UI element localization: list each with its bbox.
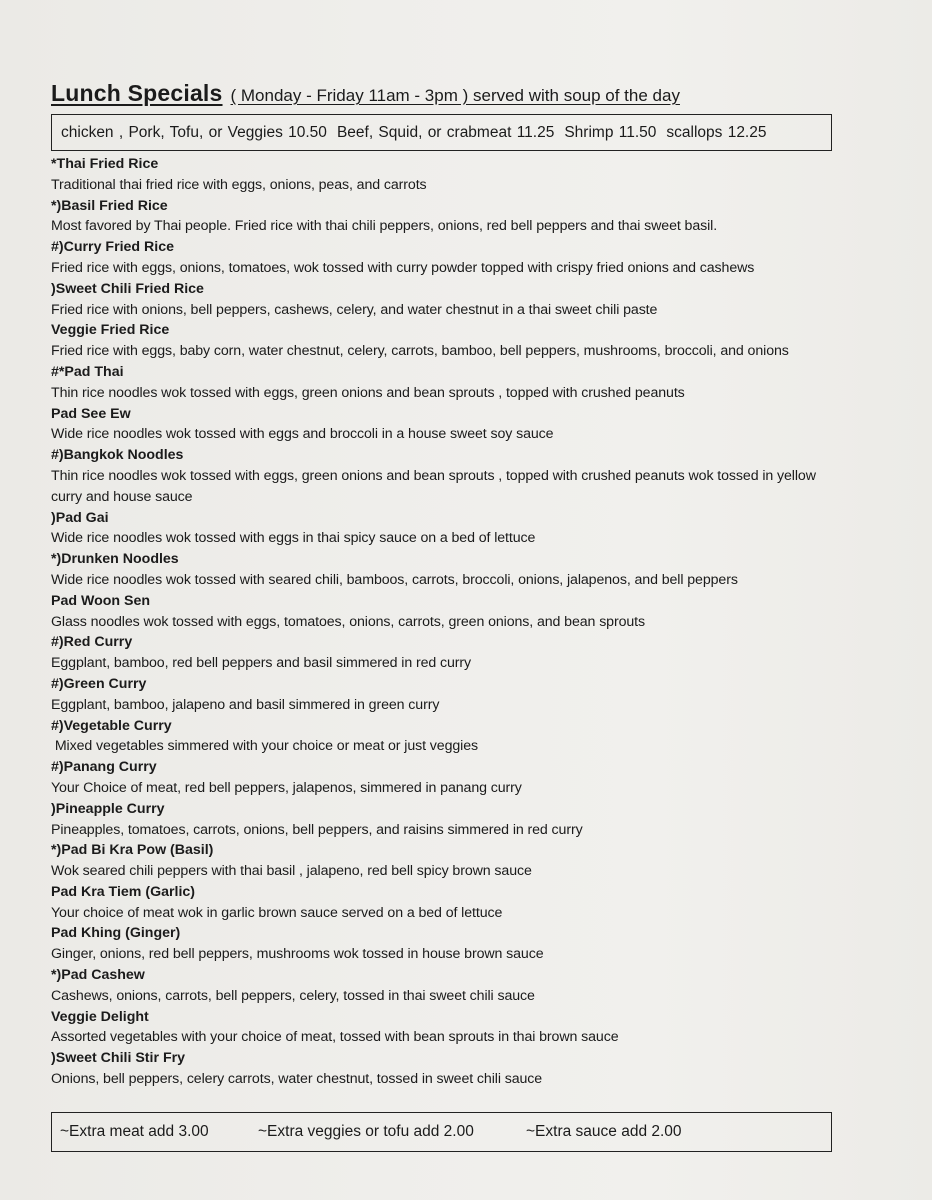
page-subtitle: ( Monday - Friday 11am - 3pm ) served with soup of the day (230, 86, 680, 105)
menu-item-description: Fried rice with eggs, onions, tomatoes, wok tossed with curry powder topped with crispy fried onions and cashews (51, 259, 755, 276)
menu-item (51, 674, 841, 716)
price-tier: scallops 12.25 (666, 123, 767, 141)
menu-item-name: Veggie Delight (51, 1008, 149, 1025)
menu-item (51, 154, 841, 196)
menu-item-description: Eggplant, bamboo, red bell peppers and basil simmered in red curry (51, 655, 472, 672)
menu-item (51, 882, 841, 924)
menu-item (51, 840, 841, 882)
menu-item-description: Mixed vegetables simmered with your choice or meat or just veggies (51, 738, 478, 755)
menu-item-description: Wide rice noodles wok tossed with eggs and broccoli in a house sweet soy sauce (51, 426, 554, 443)
menu-item (51, 1048, 841, 1090)
menu-item-description: Cashews, onions, carrots, bell peppers, celery, tossed in thai sweet chili sauce (51, 987, 535, 1004)
menu-item-description: Onions, bell peppers, celery carrots, water chestnut, tossed in sweet chili sauce (51, 1071, 543, 1088)
menu-item (51, 632, 841, 674)
menu-item-name: #*Pad Thai (51, 363, 124, 380)
price-tier: Beef, Squid, or crabmeat 11.25 (336, 123, 555, 141)
menu-item-description: Fried rice with onions, bell peppers, cashews, celery, and water chestnut in a thai sweet chili paste (51, 301, 658, 318)
menu-item-name: *)Pad Cashew (51, 967, 145, 984)
menu-item (51, 320, 841, 362)
menu-item (51, 591, 841, 633)
menu-item-description: Wide rice noodles wok tossed with seared chili, bamboos, carrots, broccoli, onions, jalapenos, and bell peppers (51, 571, 738, 588)
menu-item-name: #)Green Curry (51, 675, 147, 692)
extra-meat-note: ~Extra meat add 3.00 (60, 1123, 209, 1140)
menu-item (51, 1007, 841, 1049)
price-tier: chicken , Pork, Tofu, or Veggies 10.50 (61, 123, 327, 141)
menu-item-name: *)Basil Fried Rice (51, 197, 168, 214)
menu-item-name: #)Bangkok Noodles (51, 447, 184, 464)
menu-item-name: #)Panang Curry (51, 759, 157, 776)
price-list-box (51, 114, 832, 151)
menu-item-name: Pad Kra Tiem (Garlic) (51, 883, 196, 900)
menu-item-description: Pineapples, tomatoes, carrots, onions, bell peppers, and raisins simmered in red curry (51, 821, 583, 838)
menu-item-description: Glass noodles wok tossed with eggs, tomatoes, onions, carrots, green onions, and bean sprouts (51, 613, 646, 630)
menu-item (51, 279, 841, 321)
menu-item (51, 757, 841, 799)
menu-item-description: Your choice of meat wok in garlic brown sauce served on a bed of lettuce (51, 904, 503, 921)
menu-item-description: Eggplant, bamboo, jalapeno and basil simmered in green curry (51, 696, 440, 713)
menu-item-description: Traditional thai fried rice with eggs, onions, peas, and carrots (51, 176, 427, 193)
menu-item-name: *Thai Fried Rice (51, 156, 159, 172)
menu-item-name: #)Vegetable Curry (51, 717, 172, 734)
menu-item (51, 508, 841, 550)
menu-item-description: Your Choice of meat, red bell peppers, jalapenos, simmered in panang curry (51, 779, 522, 796)
menu-item-name: )Sweet Chili Stir Fry (51, 1050, 186, 1067)
menu-item (51, 549, 841, 591)
menu-header (51, 80, 680, 107)
menu-item-name: )Pad Gai (51, 509, 109, 526)
page-title: Lunch Specials (51, 80, 223, 106)
menu-item (51, 799, 841, 841)
menu-item-description: Most favored by Thai people. Fried rice with thai chili peppers, onions, red bell peppers and thai sweet basil. (51, 218, 718, 235)
menu-item (51, 716, 841, 758)
menu-item (51, 923, 841, 965)
menu-item (51, 237, 841, 279)
menu-item (51, 965, 841, 1007)
menu-item-name: Pad Woon Sen (51, 592, 151, 609)
menu-item-name: Veggie Fried Rice (51, 322, 170, 339)
menu-item (51, 445, 841, 507)
menu-item-name: Pad See Ew (51, 405, 131, 422)
extra-veggies-note: ~Extra veggies or tofu add 2.00 (258, 1123, 474, 1140)
menu-item-name: #)Curry Fried Rice (51, 239, 174, 256)
menu-item-description: Ginger, onions, red bell peppers, mushrooms wok tossed in house brown sauce (51, 946, 544, 963)
menu-item-name: Pad Khing (Ginger) (51, 925, 181, 942)
extra-sauce-note: ~Extra sauce add 2.00 (526, 1123, 682, 1140)
menu-item-name: )Sweet Chili Fried Rice (51, 280, 204, 297)
menu-item-description: Fried rice with eggs, baby corn, water chestnut, celery, carrots, bamboo, bell peppers, mushrooms, broccoli, and onions (51, 343, 789, 360)
price-tier: Shrimp 11.50 (564, 123, 657, 141)
menu-item-name: *)Drunken Noodles (51, 551, 179, 568)
menu-item-description: Thin rice noodles wok tossed with eggs, green onions and bean sprouts , topped with crushed peanuts (51, 384, 685, 401)
menu-item-list (51, 154, 841, 1090)
extras-box (51, 1112, 832, 1152)
menu-item-description: Assorted vegetables with your choice of meat, tossed with bean sprouts in thai brown sauce (51, 1029, 619, 1046)
menu-item-name: )Pineapple Curry (51, 800, 165, 817)
menu-item (51, 362, 841, 404)
menu-item (51, 196, 841, 238)
menu-item-description: Wide rice noodles wok tossed with eggs in thai spicy sauce on a bed of lettuce (51, 530, 536, 547)
menu-item-description: Wok seared chili peppers with thai basil , jalapeno, red bell spicy brown sauce (51, 863, 532, 880)
menu-item-name: #)Red Curry (51, 634, 133, 651)
menu-item-name: *)Pad Bi Kra Pow (Basil) (51, 842, 214, 859)
menu-item (51, 404, 841, 446)
menu-item-description: Thin rice noodles wok tossed with eggs, green onions and bean sprouts , topped with crushed peanuts wok tossed in yellow curry and house sauce (51, 467, 816, 505)
